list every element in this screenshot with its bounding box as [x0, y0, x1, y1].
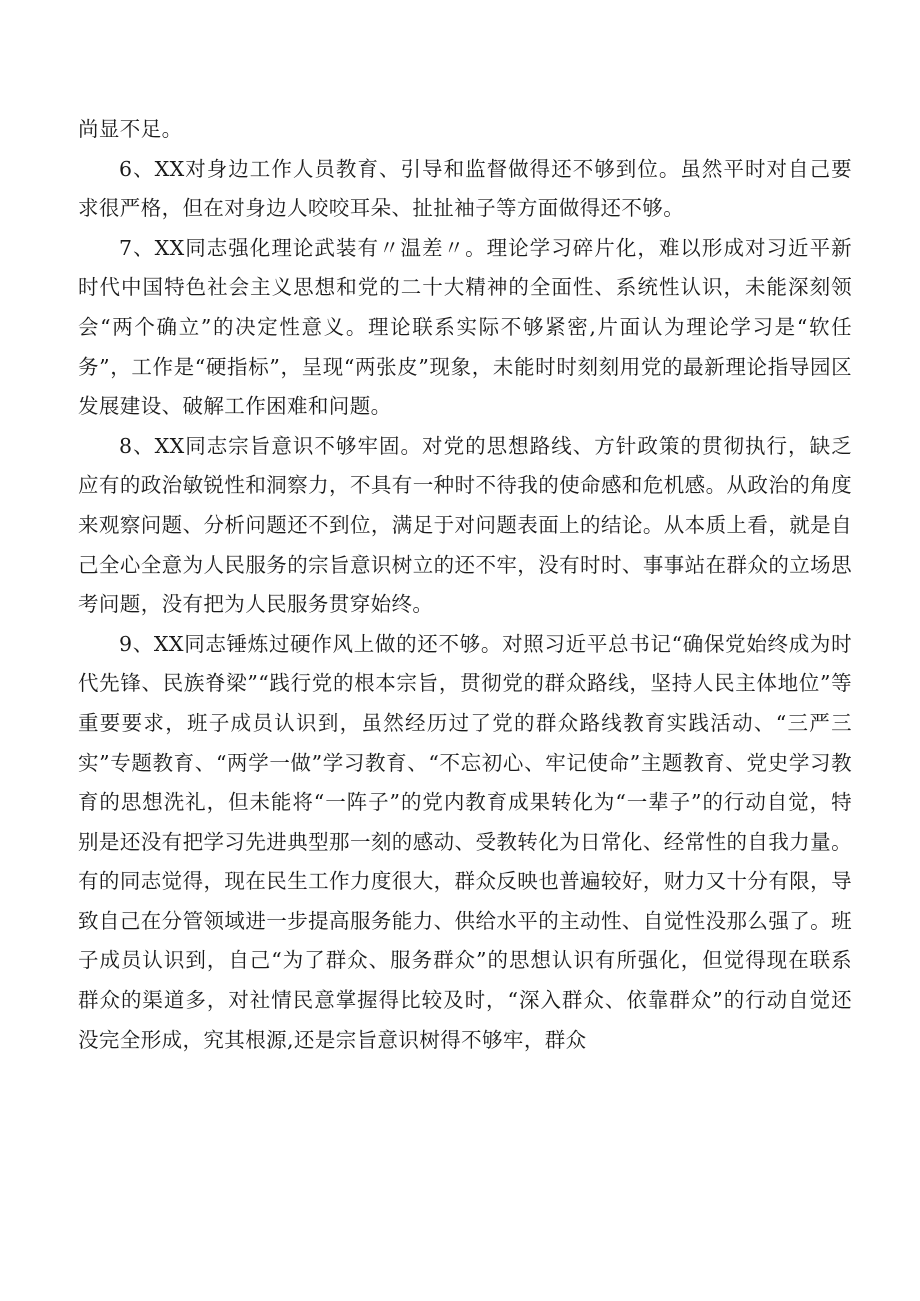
- document-page: [78, 110, 852, 1060]
- paragraph-item-7: 7、XX同志强化理论武装有〃温差〃。理论学习碎片化，难以形成对习近平新时代中国特色社会主义思想和党的二十大精神的全面性、系统性认识，未能深刻领会“两个确立”的决定性意义。理论联系实际不够紧密,片面认为理论学习是“软任务”，工作是“硬指标”，呈现“两张皮”现象，未能时时刻刻用党的最新理论指导园区发展建设、破解工作困难和问题。: [78, 235, 852, 419]
- paragraph-item-9: 9、XX同志锤炼过硬作风上做的还不够。对照习近平总书记“确保党始终成为时代先锋、民族脊梁”“践行党的根本宗旨，贯彻党的群众路线，坚持人民主体地位”等重要要求，班子成员认识到，虽然经历过了党的群众路线教育实践活动、“三严三实”专题教育、“两学一做”学习教育、“不忘初心、牢记使命”主题教育、党史学习教育的思想洗礼，但未能将“一阵子”的党内教育成果转化为“一辈子”的行动自觉，特别是还没有把学习先进典型那一刻的感动、受教转化为日常化、经常性的自我力量。有的同志觉得，现在民生工作力度很大，群众反映也普遍较好，财力又十分有限，导致自己在分管领域进一步提高服务能力、供给水平的主动性、自觉性没那么强了。班子成员认识到，自己“为了群众、服务群众”的思想认识有所强化，但觉得现在联系群众的渠道多，对社情民意掌握得比较及时，“深入群众、依靠群众”的行动自觉还没完全形成，究其根源,还是宗旨意识树得不够牢，群众: [78, 631, 852, 1052]
- paragraph-continuation: 尚显不足。: [78, 117, 183, 141]
- paragraph-item-8: 8、XX同志宗旨意识不够牢固。对党的思想路线、方针政策的贯彻执行，缺乏应有的政治敏锐性和洞察力，不具有一种时不待我的使命感和危机感。从政治的角度来观察问题、分析问题还不到位，满足于对问题表面上的结论。从本质上看，就是自己全心全意为人民服务的宗旨意识树立的还不牢，没有时时、事事站在群众的立场思考问题，没有把为人民服务贯穿始终。: [78, 433, 852, 617]
- paragraph-item-6: 6、XX对身边工作人员教育、引导和监督做得还不够到位。虽然平时对自己要求很严格，但在对身边人咬咬耳朵、扯扯袖子等方面做得还不够。: [78, 156, 852, 221]
